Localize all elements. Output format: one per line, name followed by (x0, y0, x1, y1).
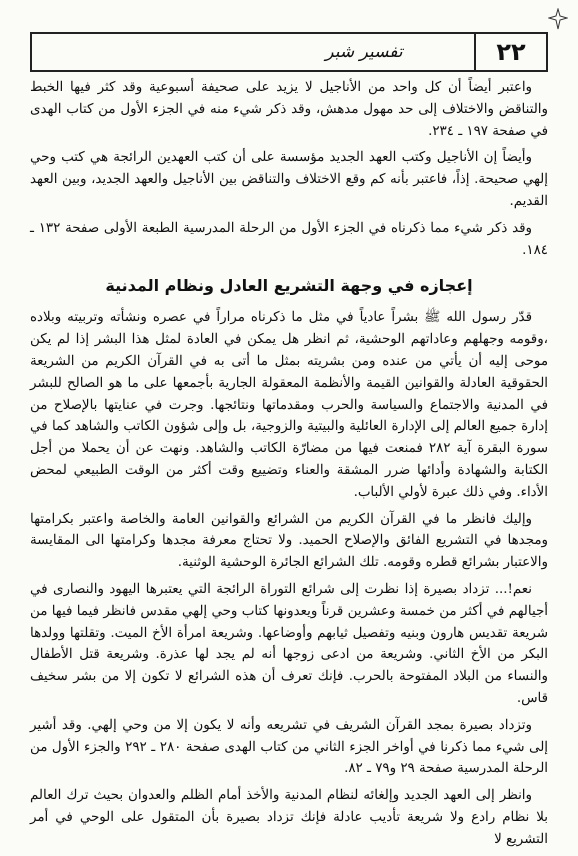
page-body (30, 77, 548, 856)
paragraph: نعم!... تزداد بصيرة إذا نظرت إلى شرائع التوراة الرائجة التي يعتبرها اليهود والنصارى في أجيالهم في أكثر من خمسة وعشرين قرناً ويعدونها كتاب وحي إلهي مقدس فانظر فيما فيها من شريعة تقديس هارون وبنيه وتفصيل ثيابهم وأوضاعها. وشريعة امرأة الأخ الميت. وتقلتها وولدها البكر من الأخ الثاني. وشريعة من ادعى زوجها أنه لم يجد لها عذرة. وشريعة قتل الأطفال والنساء من البلاد المفتوحة بالحرب. فإنك تعرف أن هذه الشرائع لا تكون إلا من بشر سخيف قاس. (30, 581, 548, 706)
page-number: ٢٢ (496, 38, 526, 66)
paragraph: وإليك فانظر ما في القرآن الكريم من الشرائع والقوانين العامة والخاصة واعتبر بكرامتها ومجدها في التشريع الفائق والإصلاح الحميد. ولا تحتاج معرفة مجدها وكرامتها الى المقايسة والاعتبار بشرائع قطره وقومه. تلك الشرائع الجائرة الوحشية الوثنية. (30, 511, 548, 571)
paragraph: وأيضاً إن الأناجيل وكتب العهد الجديد مؤسسة على أن كتب العهدين الرائجة هي كتب وحي إلهي صحيحة. إذاً، فاعتبر بأنه كم وقع الاختلاف والتناقض بين الأناجيل والعهد الجديد، وبين العهد القديم. (30, 150, 548, 209)
paragraph: وانظر إلى العهد الجديد وإلغائه لنظام المدنية والأخذ أمام الظلم والعدوان بحيث ترك العالم بلا نظام رادع ولا شريعة تأديب عادلة فإنك تزداد بصيرة بأن المتقول على الوحي في أمر التشريع لا (30, 788, 548, 847)
paragraph: قدّر رسول الله ﷺ بشراً عادياً في مثل ما ذكرناه مراراً في عصره ونشأته وتربيته وبلاده ،وقومه وجهلهم وعاداتهم الوحشية، ثم انظر هل يمكن في العادة لمثل هذا البشر إذا لم يكن موحى إليه أن يأتي من عنده ومن بشريته بمثل ما أتى به في القرآن الكريم من الشريعة الحقوقية العادلة والقوانين القيمة والأنظمة المعقولة الجارية بأجمعها على ما هو الصالح للبشر في المدنية والاجتماع والسياسة والحرب ومقدماتها ونتائجها. وجرت في عنايتها بالإصلاح من إدارة جميع العالم إلى الإدارة العائلية والبيتية والزوجية، بل وإلى شؤون الكاتب والشاهد كما في سورة البقرة آية ٢٨٢ فمنعت فيها من مضارّة الكاتب والشاهد. ونهت عن أن يحملا من أجل الكتابة والشهادة وأدائها ضرر المشقة والعناء وتضييع وقت أكثر من الوقت الطبيعي لمحض الأداء. وفي ذلك عبرة لأولي الألباب. (30, 310, 548, 500)
paragraph: وتزداد بصيرة بمجد القرآن الشريف في تشريعه وأنه لا يكون إلا من وحي إلهي. وقد أشير إلى شيء مما ذكرنا في أواخر الجزء الثاني من كتاب الهدى صفحة ٢٨٠ ـ ٢٩٢ والجزء الأول من الرحلة المدرسية صفحة ٢٩ و٧٩ ـ ٨٢. (30, 717, 549, 777)
paragraph: وقد ذكر شيء مما ذكرناه في الجزء الأول من الرحلة المدرسية الطبعة الأولى صفحة ١٣٢ ـ ١٨٤. (30, 220, 548, 258)
page-header (30, 32, 548, 72)
corner-ornament-icon (548, 8, 568, 30)
paragraph: واعتبر أيضاً أن كل واحد من الأناجيل لا يزيد على صحيفة أسبوعية وقد كثر فيها الخبط والتناقض والاختلاف إلى حد مهول مدهش، وقد ذكر شيء منه في الجزء الأول من كتاب الهدى في صفحة ١٩٧ ـ ٢٣٤. (30, 80, 548, 139)
running-title: تفسير شبر (325, 42, 403, 62)
section-heading: إعجازه في وجهة التشريع العادل ونظام المدنية (105, 276, 473, 296)
